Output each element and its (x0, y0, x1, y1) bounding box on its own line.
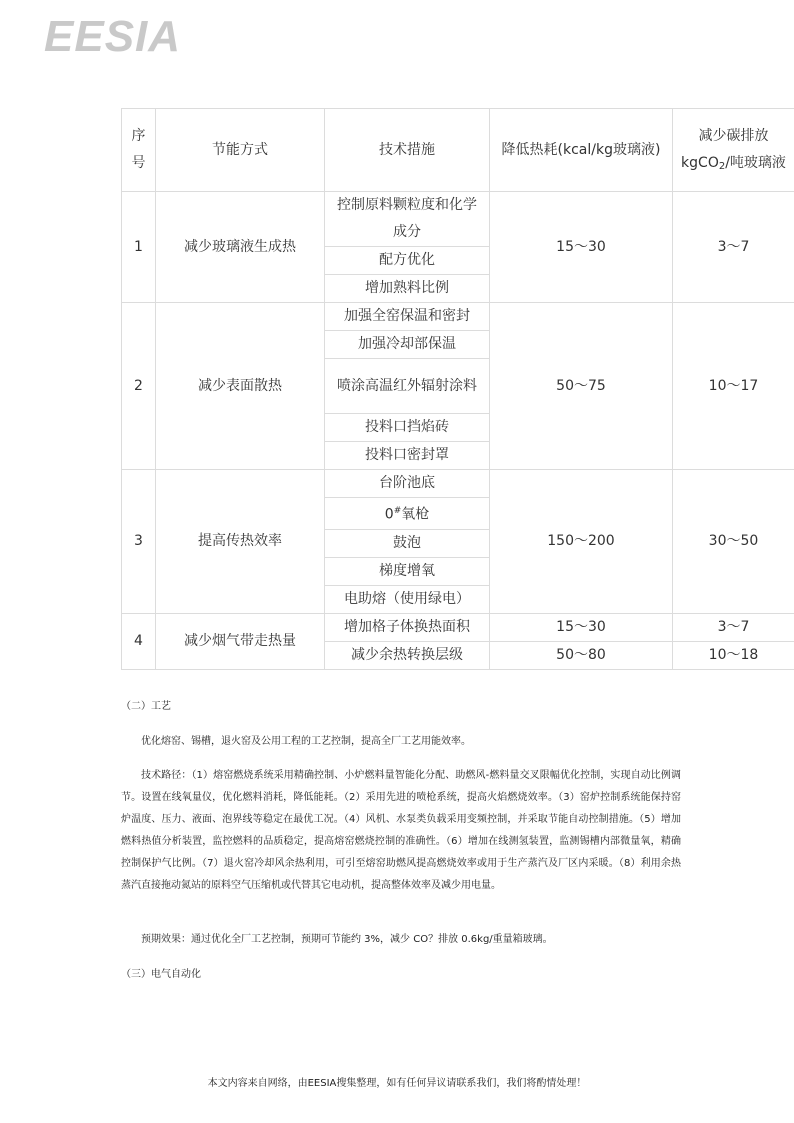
cell-carbon: 10～17 (673, 303, 794, 470)
cell-heat: 50～80 (490, 641, 673, 669)
cell-carbon: 10～18 (673, 641, 794, 669)
cell-measure: 电助熔（使用绿电） (325, 585, 490, 613)
cell-measure (325, 498, 490, 530)
cell-no: 1 (122, 192, 156, 303)
cell-measure: 台阶池底 (325, 470, 490, 498)
table-row (122, 303, 794, 331)
header-carbon-post: /吨玻璃液 (725, 154, 786, 171)
header-carbon (673, 109, 794, 192)
cell-no: 3 (122, 470, 156, 614)
cell-measure: 梯度增氧 (325, 557, 490, 585)
header-carbon-sub: 2 (718, 160, 726, 172)
table-row (122, 192, 794, 247)
cell-heat: 50～75 (490, 303, 673, 470)
footer-disclaimer: 本文内容来自网络，由EESIA搜集整理，如有任何异议请联系我们，我们将酌情处理！ (207, 1078, 587, 1089)
cell-measure: 鼓泡 (325, 529, 490, 557)
cell-measure: 加强全窑保温和密封 (325, 303, 490, 331)
cell-heat: 15～30 (490, 613, 673, 641)
cell-measure: 增加熟料比例 (325, 275, 490, 303)
cell-measure: 配方优化 (325, 247, 490, 275)
cell-carbon: 3～7 (673, 192, 794, 303)
cell-carbon: 3～7 (673, 613, 794, 641)
header-no: 序号 (122, 109, 156, 192)
cell-measure: 加强冷却部保温 (325, 331, 490, 359)
header-method: 节能方式 (156, 109, 325, 192)
energy-saving-table (121, 108, 794, 670)
header-measure: 技术措施 (325, 109, 490, 192)
measure-prefix: 0 (384, 506, 394, 523)
cell-method: 减少烟气带走热量 (156, 613, 325, 669)
table-header-row (122, 109, 794, 192)
measure-text: 氧枪 (401, 506, 430, 523)
cell-measure: 投料口挡焰砖 (325, 414, 490, 442)
cell-heat: 15～30 (490, 192, 673, 303)
table-row (122, 613, 794, 641)
cell-heat: 150～200 (490, 470, 673, 614)
tech-path-paragraph: 技术路径：（1）熔窑燃烧系统采用精确控制、小炉燃料量智能化分配、助燃风-燃料量交叉限幅优化控制，实现自动比例调节。设置在线氧量仪，优化燃料消耗，降低能耗。（2）采用先进的喷枪系统，提高火焰燃烧效率。（3）窑炉控制系统能保持窑炉温度、压力、液面、泡界线等稳定在最优工况。（4）风机、水泵类负载采用变频控制，并采取节能自动控制措施。（5）增加燃料热值分析装置，监控燃料的品质稳定，提高熔窑燃烧控制的准确性。（6）增加在线测氢装置，监测锡槽内部微量氧，精确控制保护气比例。（7）退火窑冷却风余热利用，可引至熔窑助燃风提高燃烧效率或用于生产蒸汽及厂区内采暖。（8）利用余热蒸汽直接拖动氮站的原料空气压缩机或代替其它电动机，提高整体效率及减少用电量。 (121, 770, 681, 891)
header-carbon-pre: 减少碳排放kgCO (681, 127, 769, 171)
eesia-logo: EESIA (44, 12, 182, 61)
cell-carbon: 30～50 (673, 470, 794, 614)
cell-method: 减少玻璃液生成热 (156, 192, 325, 303)
process-heading: （二）工艺 (121, 701, 171, 712)
cell-no: 2 (122, 303, 156, 470)
cell-no: 4 (122, 613, 156, 669)
measure-superscript: # (393, 506, 402, 516)
process-summary: 优化熔窑、锡槽，退火窑及公用工程的工艺控制，提高全厂工艺用能效率。 (141, 736, 471, 747)
expected-effect: 预期效果：通过优化全厂工艺控制，预期可节能约 3%，减少 CO？排放 0.6kg/重量箱玻璃。 (141, 934, 553, 945)
cell-measure: 喷涂高温红外辐射涂料 (325, 359, 490, 414)
cell-method: 减少表面散热 (156, 303, 325, 470)
cell-measure: 控制原料颗粒度和化学成分 (325, 192, 490, 247)
cell-method: 提高传热效率 (156, 470, 325, 614)
cell-measure: 减少余热转换层级 (325, 641, 490, 669)
cell-measure: 增加格子体换热面积 (325, 613, 490, 641)
electrical-heading: （三）电气自动化 (121, 969, 201, 980)
cell-measure: 投料口密封罩 (325, 442, 490, 470)
header-reduce-heat: 降低热耗(kcal/kg玻璃液) (490, 109, 673, 192)
table-row (122, 470, 794, 498)
